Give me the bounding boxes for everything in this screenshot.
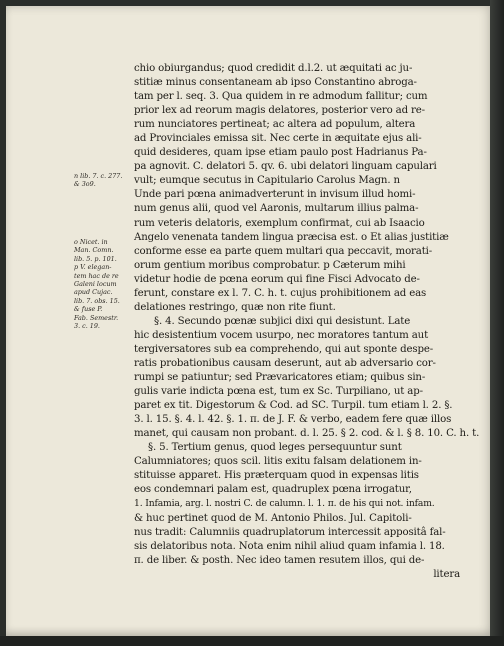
text-line: nus tradit: Calumniis quadruplatorum intercessit appositâ fal- (134, 526, 446, 538)
text-line: ad Provinciales emissa sit. Nec certe in æquitate ejus ali- (134, 133, 422, 145)
text-line: 3. l. 15. §. 4. l. 42. §. 1. π. de J. F. & verbo, eadem fere quæ illos (134, 414, 452, 426)
text-line: Unde pari pœna animadverterunt in invisum illud homi- (134, 189, 416, 201)
margin-note-line: o Nicet. in (74, 238, 108, 246)
text-line: rum nunciatores pertineat; ac altera ad populum, altera (134, 119, 416, 131)
margin-note-line: lib. 7. obs. 15. (74, 296, 120, 305)
text-line: Calumniatores; quos scil. litis exitu falsam delationem in- (134, 456, 422, 468)
margin-note-n (74, 172, 122, 189)
text-line: conforme esse ea parte quem multari qua peccavit, morati- (134, 245, 433, 257)
text-line: tergiversatores sub ea comprehendo, qui aut sponte despe- (134, 343, 433, 355)
text-line: 1. Infamia, arg. l. nostri C. de calumn. l. 1. π. de his qui not. infam. (134, 498, 435, 510)
margin-note-line: apud Cujac. (74, 288, 113, 297)
margin-note-line: Man. Comn. (74, 246, 114, 255)
text-line: quid desideres, quam ipse etiam paulo post Hadrianus Pa- (134, 147, 427, 159)
text-line: stituisse apparet. His præterquam quod in expensas litis (134, 470, 419, 482)
text-line: §. 5. Tertium genus, quod leges persequuntur sunt (148, 442, 402, 454)
margin-note-line: & 3o9. (74, 180, 96, 189)
margin-note-line: tem hac de re (74, 271, 119, 280)
text-line: prior lex ad reorum magis delatores, posterior vero ad re- (134, 105, 425, 117)
margin-note-line: n lib. 7. c. 277. (74, 172, 123, 180)
text-line: videtur hodie de pœna eorum qui fine Fisci Advocato de- (134, 273, 420, 285)
text-line: tam per l. seq. 3. Qua quidem in re admodum fallitur; cum (134, 91, 428, 103)
text-line: & huc pertinet quod de M. Antonio Philos. Jul. Capitoli- (134, 512, 412, 524)
text-line: eos condemnari palam est, quadruplex pœna irrogatur, (134, 484, 412, 496)
margin-note-line: Fab. Semestr. (74, 313, 119, 322)
page-edge-shadow (490, 0, 504, 646)
text-line: Angelo venenata tandem lingua præcisa est. o Et alias justitiæ (134, 231, 449, 243)
page-bottom-edge (0, 636, 504, 646)
text-line: sis delatoribus nota. Nota enim nihil aliud quam infamia l. 18. (134, 540, 445, 552)
margin-note-line: & fuse P. (74, 305, 103, 314)
text-line: chio obiurgandus; quod credidit d.l.2. ut æquitati ac ju- (134, 63, 413, 74)
text-line: pa agnovit. C. delatori 5. qv. 6. ubi delatori linguam capulari (134, 161, 437, 173)
margin-note-o (74, 238, 120, 330)
text-line: §. 4. Secundo pœnæ subjici dixi qui desistunt. Late (154, 315, 411, 327)
margin-note-line: 3. c. 19. (74, 322, 100, 331)
margin-note-line: Galeni locum (74, 280, 117, 289)
catchword: litera (433, 568, 460, 580)
margin-note-line: p V. elegan- (74, 263, 112, 272)
text-line: ferunt, constare ex l. 7. C. h. t. cujus prohibitionem ad eas (134, 287, 427, 299)
text-line: num genus alii, quod vel Aaronis, multarum illius palma- (134, 203, 419, 215)
text-line: vult; eumque secutus in Capitulario Carolus Magn. n (134, 175, 400, 187)
text-line: manet, qui causam non probant. d. l. 25. § 2. cod. & l. § 8. 10. C. h. t. (134, 428, 480, 440)
book-page (6, 6, 494, 636)
margin-note-line: lib. 5. p. 101. (74, 254, 117, 263)
text-line: rumpi se patiuntur; sed Prævaricatores etiam; quibus sin- (134, 372, 426, 384)
text-line: π. de liber. & posth. Nec ideo tamen resutem illos, qui de- (134, 554, 425, 566)
text-line: rum veteris delatoris, exemplum confirmat, cui ab Isaacio (134, 217, 425, 229)
main-text-block (134, 62, 480, 582)
text-line: ratis probationibus causam deserunt, aut ab adversario cor- (134, 357, 436, 369)
text-line: gulis varie indicta pœna est, tum ex Sc. Turpiliano, ut ap- (134, 386, 423, 398)
text-line: paret ex tit. Digestorum & Cod. ad SC. Turpil. tum etiam l. 2. §. (134, 400, 453, 412)
text-line: hic desistentium vocem usurpo, nec moratores tantum aut (134, 329, 429, 341)
text-line: delationes restringo, quæ non rite fiunt. (134, 301, 336, 313)
text-line: orum gentium moribus comprobatur. p Cæterum mihi (134, 259, 406, 271)
text-line: stitiæ minus consentaneam ab ipso Constantino abroga- (134, 77, 417, 89)
